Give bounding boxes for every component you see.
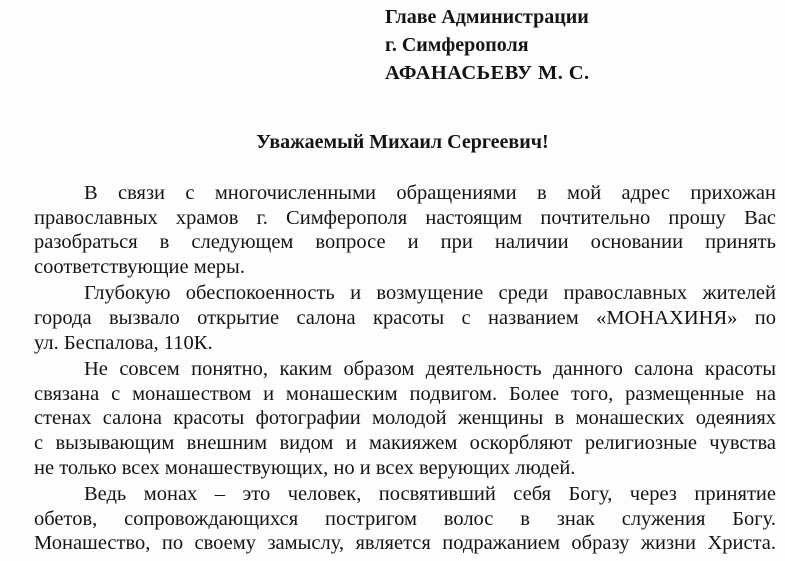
paragraph-3-line-1: Не совсем понятно, каким образом деятельность данного салона красоты <box>84 358 776 381</box>
paragraph-4-line-1: Ведь монах – это человек, посвятивший себя Богу, через принятие <box>84 483 776 506</box>
paragraph-1-line-1: В связи с многочисленными обращениями в мой адрес прихожан <box>84 182 776 204</box>
salutation: Уважаемый Михаил Сергеевич! <box>256 131 549 153</box>
paragraph-4-line-3: Монашество, по своему замыслу, является подражанием образу жизни Христа. <box>34 532 776 555</box>
addressee-block <box>385 3 590 87</box>
addressee-title: Главе Администрации <box>385 6 589 28</box>
paragraph-4-line-2: обетов, сопровождающихся постригом волос в знак служения Богу. <box>34 507 776 530</box>
paragraph-2-line-1: Глубокую обеспокоенность и возмущение среди православных жителей <box>84 282 776 305</box>
addressee-name: АФАНАСЬЕВУ М. С. <box>385 62 590 84</box>
paragraph-1-line-2: православных храмов г. Симферополя настоящим почтительно прошу Вас <box>34 206 776 229</box>
paragraph-3-line-4: с вызывающим внешним видом и макияжем оскорбляют религиозные чувства <box>34 431 776 454</box>
letter-body <box>34 181 776 556</box>
paragraph-2-line-3: ул. Беспалова, 110К. <box>34 331 213 354</box>
paragraph-3-line-2: связана с монашеством и монашеским подвигом. Более того, размещенные на <box>34 382 776 405</box>
addressee-city: г. Симферополя <box>385 34 529 56</box>
paragraph-1-line-4: соответствующие меры. <box>34 255 245 278</box>
paragraph-2-line-2: города вызвало открытие салона красоты с названием «МОНАХИНЯ» по <box>34 306 776 329</box>
paragraph-1-line-3: разобраться в следующем вопросе и при наличии основании принять <box>34 231 776 254</box>
paragraph-3-line-5: не только всех монашествующих, но и всех верующих людей. <box>34 456 576 479</box>
paragraph-3-line-3: стенах салона красоты фотографии молодой женщины в монашеских одеяниях <box>34 407 776 430</box>
